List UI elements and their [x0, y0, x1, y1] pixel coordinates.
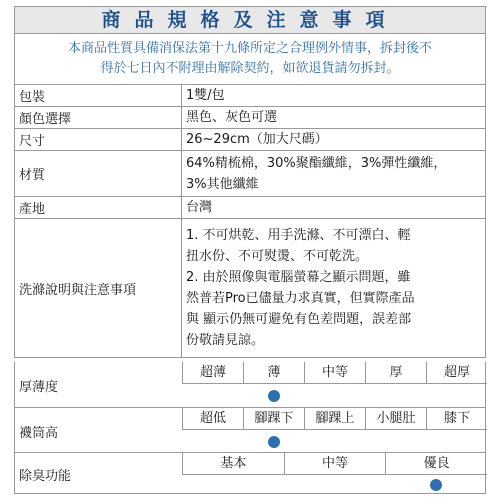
page-title: 商品規格及注意事項 — [14, 6, 486, 34]
spec-label: 包裝 — [15, 85, 182, 107]
care-line: 扭水份、不可熨燙、不可乾洗。 — [186, 249, 369, 264]
spec-value: 1雙/包 — [182, 85, 486, 107]
spec-row-size — [15, 129, 486, 151]
spec-row-packaging — [15, 85, 486, 107]
notice-line-1: 本商品性質具備消保法第十九條所定之合理例外情事，拆封後不 — [67, 41, 432, 56]
material-line-2: 3%其他纖維 — [186, 176, 259, 192]
selected-level-dot — [268, 436, 280, 448]
spec-label: 顏色選擇 — [15, 107, 182, 129]
care-line: 1. 不可烘乾、用手洗滌、不可漂白、輕 — [186, 228, 411, 243]
spec-row-care — [15, 219, 486, 358]
care-line: 然普若Pro已儘量力求真實，但實際產品 — [186, 291, 415, 306]
level-option: 膝下 — [426, 408, 487, 430]
spec-value: 26~29cm（加大尺碼） — [182, 129, 486, 151]
spec-row-origin — [15, 197, 486, 219]
spec-label: 材質 — [15, 151, 182, 197]
level-option: 超低 — [182, 408, 243, 430]
spec-value: 台灣 — [182, 197, 486, 219]
deodorant-label: 除臭功能 — [19, 469, 72, 484]
level-option: 厚 — [365, 362, 426, 384]
level-option: 超厚 — [426, 362, 487, 384]
level-option: 基本 — [182, 453, 284, 475]
level-option: 小腿肚 — [365, 408, 426, 430]
spec-value — [182, 151, 486, 197]
deodorant-section — [14, 453, 486, 494]
care-line: 與 顯示仍無可避免有色差問題，誤差部 — [186, 312, 412, 327]
level-option: 優良 — [385, 453, 487, 475]
care-line: 2. 由於照像與電腦螢幕之顯示問題，雖 — [186, 270, 411, 285]
thickness-label: 厚薄度 — [19, 380, 59, 395]
level-option: 腳踝上 — [304, 408, 365, 430]
selected-level-dot — [268, 390, 280, 402]
spec-sheet — [14, 6, 486, 494]
spec-value: 黑色、灰色可選 — [182, 107, 486, 129]
notice-line-2: 得於七日內不附理由解除契約，如欲退貨請勿拆封。 — [100, 61, 400, 76]
spec-table — [14, 84, 486, 358]
spec-row-color — [15, 107, 486, 129]
level-option: 腳踝下 — [243, 408, 304, 430]
level-option: 中等 — [304, 362, 365, 384]
spec-row-material — [15, 151, 486, 197]
thickness-section — [14, 362, 486, 408]
spec-label: 洗滌說明與注意事項 — [15, 219, 182, 358]
spec-value — [182, 219, 486, 358]
level-option: 中等 — [284, 453, 386, 475]
sock-height-label: 襪筒高 — [19, 426, 59, 441]
spec-label: 尺寸 — [15, 129, 182, 151]
care-line: 份敬請見諒。 — [186, 333, 265, 348]
level-option: 薄 — [243, 362, 304, 384]
selected-level-dot — [430, 479, 442, 491]
level-option: 超薄 — [182, 362, 243, 384]
sock-height-section — [14, 408, 486, 453]
return-notice — [14, 34, 486, 84]
spec-label: 產地 — [15, 197, 182, 219]
material-line-1: 64%精梳棉，30%聚酯纖維，3%彈性纖維， — [186, 155, 447, 171]
